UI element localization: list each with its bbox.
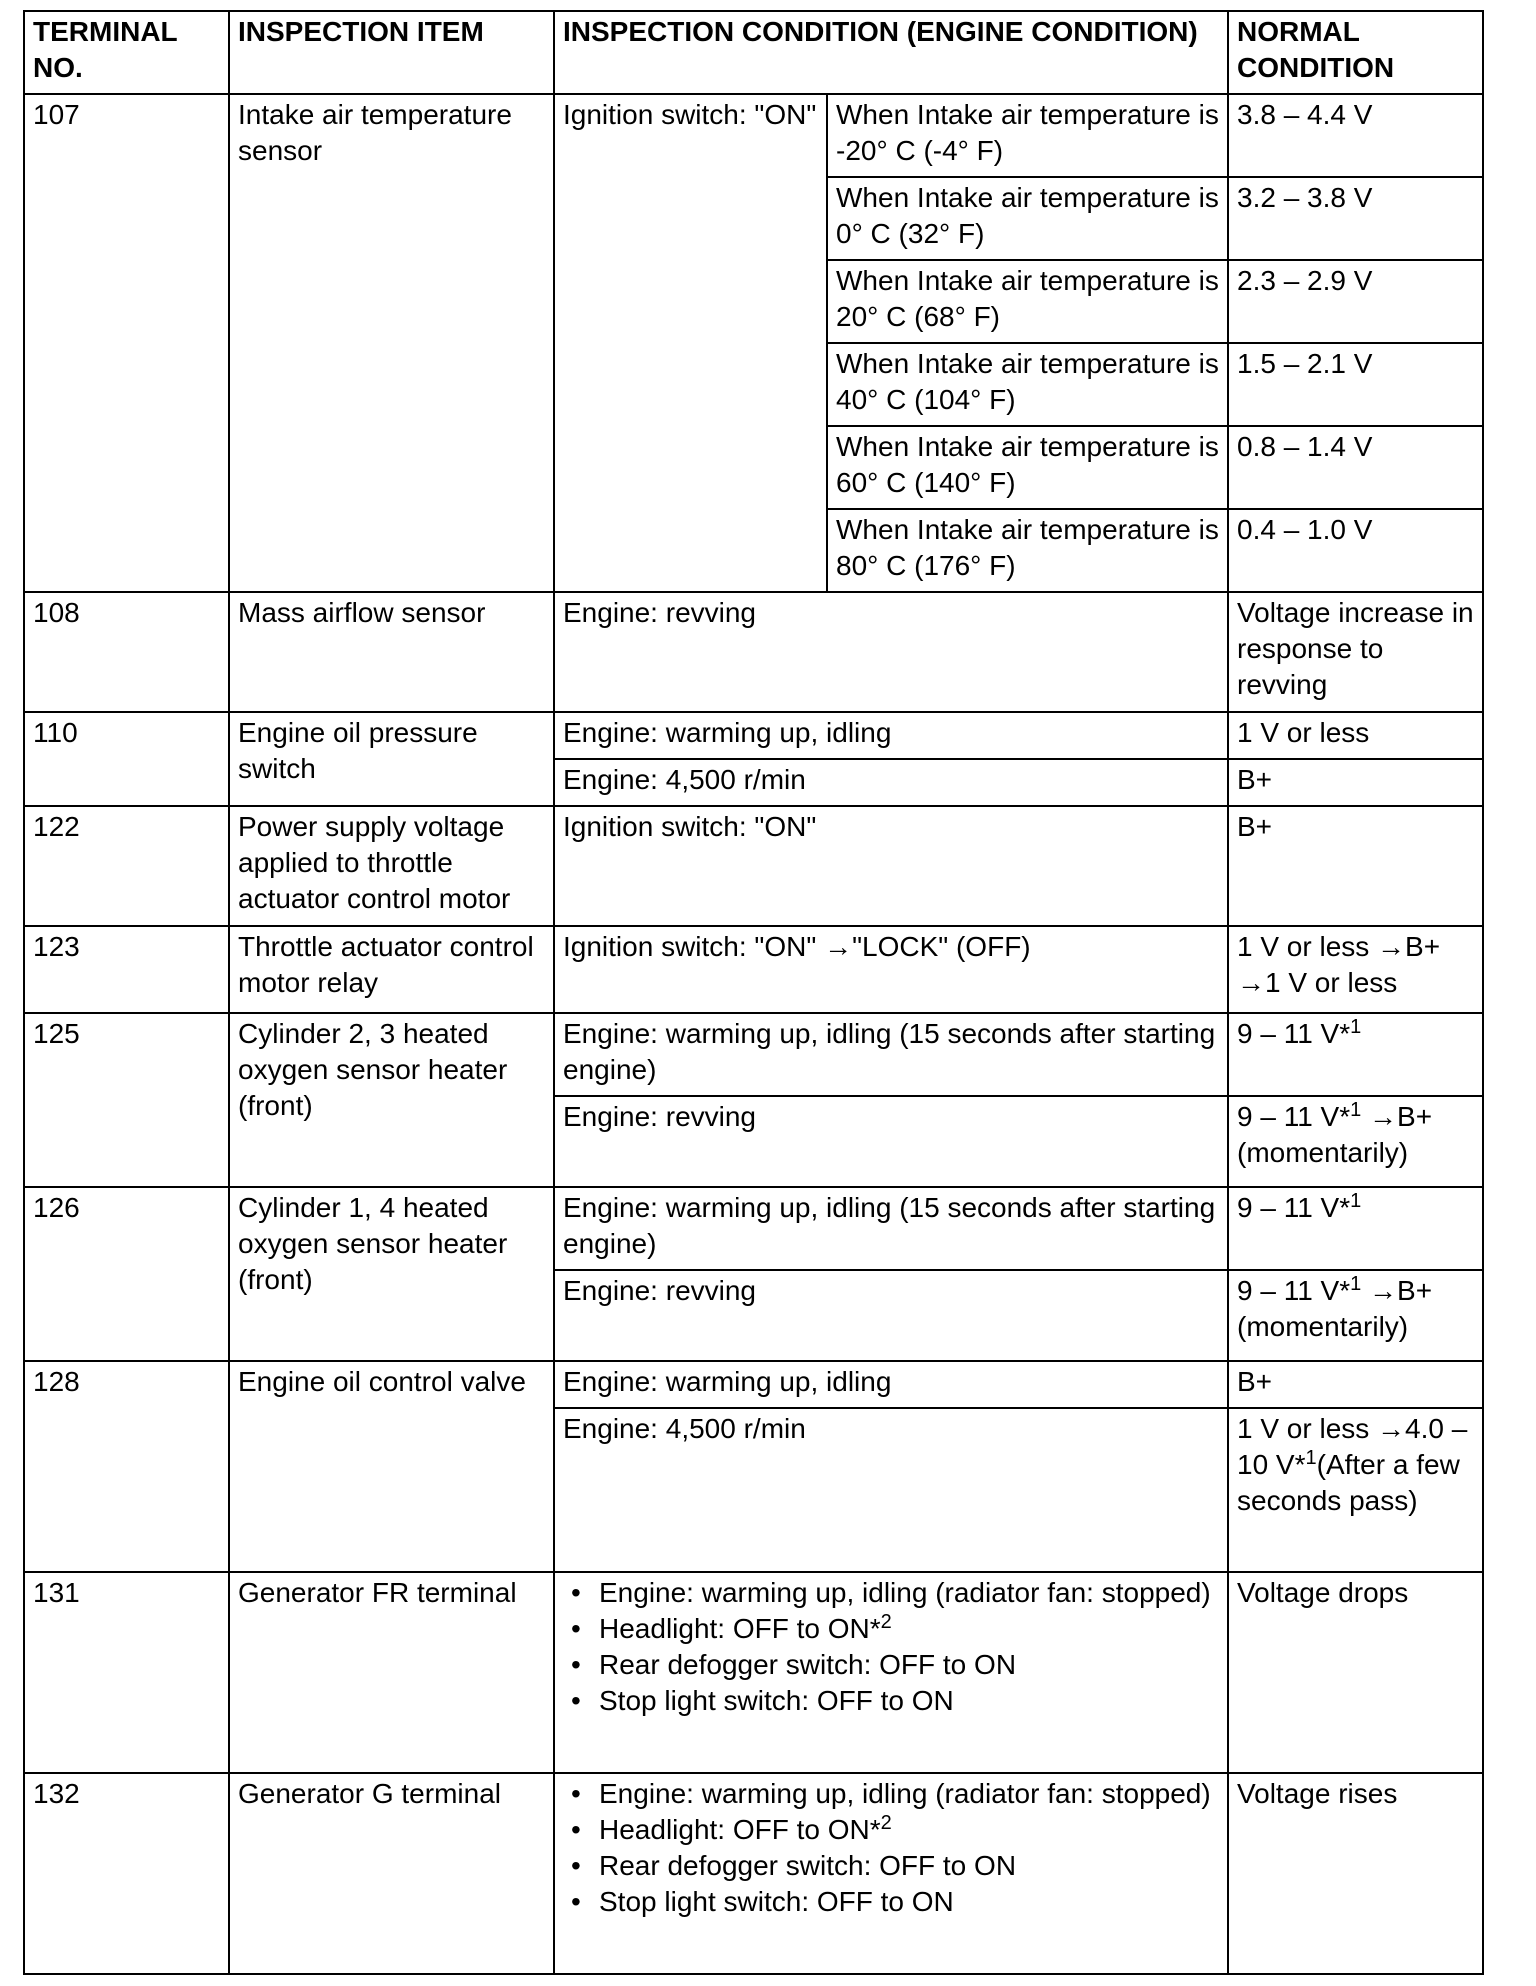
table-row: [24, 712, 1483, 759]
normal-condition: B+: [1228, 1361, 1483, 1408]
table-row: [24, 926, 1483, 1013]
list-item: • Stop light switch: OFF to ON: [599, 1683, 1219, 1719]
footnote-mark: 2: [880, 1812, 892, 1834]
footnote-mark: 1: [1350, 1099, 1362, 1121]
condition-bullet-list: [563, 1776, 1219, 1920]
condition-bullet-list: [563, 1575, 1219, 1719]
header-inspection-condition: INSPECTION CONDITION (ENGINE CONDITION): [554, 11, 1228, 94]
table-row: [24, 1773, 1483, 1974]
normal-condition: 3.2 – 3.8 V: [1228, 177, 1483, 260]
inspection-item: Generator FR terminal: [229, 1572, 554, 1773]
header-inspection-item: INSPECTION ITEM: [229, 11, 554, 94]
normal-value-suffix: →B+ (momentarily): [1237, 1101, 1433, 1168]
header-terminal-no: TERMINAL NO.: [24, 11, 229, 94]
footnote-mark: 1: [1350, 1273, 1362, 1295]
footnote-mark: 2: [880, 1611, 892, 1633]
normal-condition: 0.8 – 1.4 V: [1228, 426, 1483, 509]
header-row: [24, 11, 1483, 94]
list-item: [599, 1812, 1219, 1848]
normal-condition: Voltage increase in response to revving: [1228, 592, 1483, 712]
normal-value-suffix: (After a few seconds pass): [1237, 1449, 1460, 1516]
list-item: • Rear defogger switch: OFF to ON: [599, 1647, 1219, 1683]
normal-value: 9 – 11 V*: [1237, 1018, 1351, 1049]
normal-condition: 1 V or less →B+ →1 V or less: [1228, 926, 1483, 1013]
terminal-number: 126: [24, 1187, 229, 1361]
sub-condition: When Intake air temperature is -20° C (-4° F): [827, 94, 1228, 177]
normal-condition: [1228, 1270, 1483, 1361]
header-normal-condition: NORMAL CONDITION: [1228, 11, 1483, 94]
inspection-condition: Engine: revving: [554, 1096, 1228, 1187]
inspection-item: Engine oil control valve: [229, 1361, 554, 1572]
normal-condition: Voltage drops: [1228, 1572, 1483, 1773]
inspection-condition: Engine: warming up, idling: [554, 712, 1228, 759]
sub-condition: When Intake air temperature is 40° C (104° F): [827, 343, 1228, 426]
footnote-mark: 1: [1350, 1190, 1362, 1212]
inspection-item: Intake air temperature sensor: [229, 94, 554, 592]
list-item-text: Headlight: OFF to ON*: [599, 1814, 881, 1845]
list-item: • Rear defogger switch: OFF to ON: [599, 1848, 1219, 1884]
terminal-number: 128: [24, 1361, 229, 1572]
normal-value: 1 V or less →4.0 – 10 V*: [1237, 1413, 1468, 1480]
normal-condition: Voltage rises: [1228, 1773, 1483, 1974]
terminal-number: 125: [24, 1013, 229, 1187]
inspection-condition: Engine: revving: [554, 1270, 1228, 1361]
footnote-mark: 1: [1305, 1447, 1317, 1469]
table-row: [24, 1013, 1483, 1096]
normal-condition: B+: [1228, 759, 1483, 806]
terminal-number: 132: [24, 1773, 229, 1974]
inspection-condition: Ignition switch: "ON": [554, 806, 1228, 926]
inspection-item: Throttle actuator control motor relay: [229, 926, 554, 1013]
normal-condition: [1228, 1013, 1483, 1096]
normal-condition: 3.8 – 4.4 V: [1228, 94, 1483, 177]
inspection-condition: [554, 1572, 1228, 1773]
table-row: [24, 806, 1483, 926]
inspection-condition: Engine: warming up, idling (15 seconds after starting engine): [554, 1187, 1228, 1270]
table-row: [24, 1572, 1483, 1773]
terminal-number: 131: [24, 1572, 229, 1773]
list-item: • Engine: warming up, idling (radiator fan: stopped): [599, 1776, 1219, 1812]
normal-value-suffix: →B+ (momentarily): [1237, 1275, 1433, 1342]
normal-condition: [1228, 1096, 1483, 1187]
table-row: [24, 1187, 1483, 1270]
inspection-condition: Engine: 4,500 r/min: [554, 759, 1228, 806]
normal-condition: [1228, 1408, 1483, 1572]
inspection-condition: Ignition switch: "ON" →"LOCK" (OFF): [554, 926, 1228, 1013]
inspection-condition: [554, 1773, 1228, 1974]
terminal-number: 122: [24, 806, 229, 926]
normal-value: 9 – 11 V*: [1237, 1192, 1351, 1223]
inspection-item: Power supply voltage applied to throttle actuator control motor: [229, 806, 554, 926]
normal-condition: 1.5 – 2.1 V: [1228, 343, 1483, 426]
terminal-number: 110: [24, 712, 229, 806]
footnote-mark: 1: [1350, 1016, 1362, 1038]
inspection-condition: Engine: warming up, idling (15 seconds after starting engine): [554, 1013, 1228, 1096]
inspection-item: Generator G terminal: [229, 1773, 554, 1974]
inspection-condition: Engine: 4,500 r/min: [554, 1408, 1228, 1572]
list-item: • Engine: warming up, idling (radiator fan: stopped): [599, 1575, 1219, 1611]
inspection-item: Cylinder 1, 4 heated oxygen sensor heater (front): [229, 1187, 554, 1361]
inspection-item: Mass airflow sensor: [229, 592, 554, 712]
terminal-inspection-table: [23, 10, 1484, 1975]
list-item-text: Headlight: OFF to ON*: [599, 1613, 881, 1644]
normal-condition: 0.4 – 1.0 V: [1228, 509, 1483, 592]
sub-condition: When Intake air temperature is 20° C (68° F): [827, 260, 1228, 343]
sub-condition: When Intake air temperature is 0° C (32° F): [827, 177, 1228, 260]
inspection-condition: Ignition switch: "ON": [554, 94, 827, 592]
normal-value: 9 – 11 V*: [1237, 1275, 1351, 1306]
table-row: [24, 592, 1483, 712]
inspection-item: Cylinder 2, 3 heated oxygen sensor heater (front): [229, 1013, 554, 1187]
normal-condition: 1 V or less: [1228, 712, 1483, 759]
table-row: [24, 1361, 1483, 1408]
inspection-item: Engine oil pressure switch: [229, 712, 554, 806]
normal-value: 9 – 11 V*: [1237, 1101, 1351, 1132]
normal-condition: B+: [1228, 806, 1483, 926]
sub-condition: When Intake air temperature is 80° C (176° F): [827, 509, 1228, 592]
list-item: • Stop light switch: OFF to ON: [599, 1884, 1219, 1920]
inspection-condition: Engine: warming up, idling: [554, 1361, 1228, 1408]
terminal-number: 123: [24, 926, 229, 1013]
list-item: [599, 1611, 1219, 1647]
inspection-condition: Engine: revving: [554, 592, 1228, 712]
terminal-number: 108: [24, 592, 229, 712]
terminal-number: 107: [24, 94, 229, 592]
sub-condition: When Intake air temperature is 60° C (140° F): [827, 426, 1228, 509]
table-row: [24, 94, 1483, 177]
normal-condition: 2.3 – 2.9 V: [1228, 260, 1483, 343]
normal-condition: [1228, 1187, 1483, 1270]
